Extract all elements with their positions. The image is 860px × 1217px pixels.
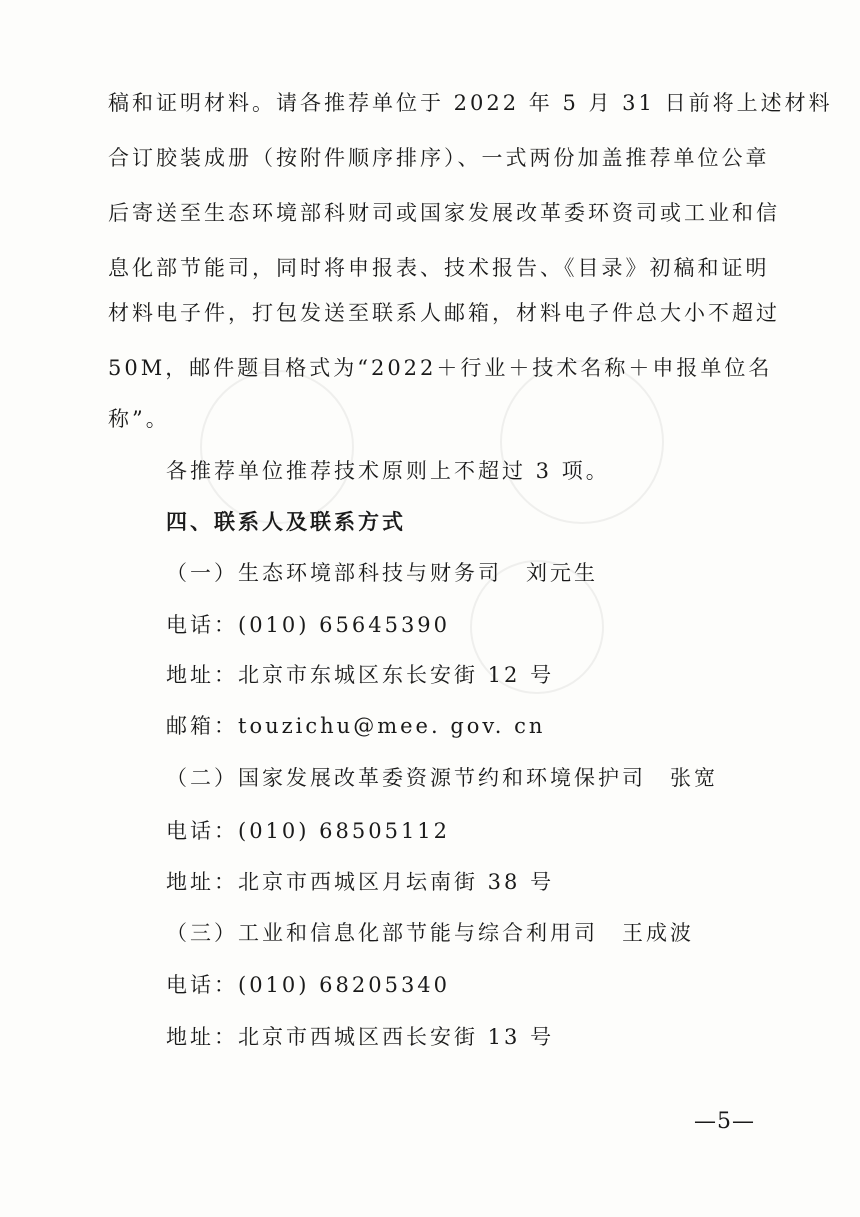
contact-1-phone: 电话：(010) 65645390: [166, 613, 451, 637]
contact-3-address: 地址：北京市西城区西长安街 13 号: [166, 1025, 555, 1049]
contact-2-title: （二）国家发展改革委资源节约和环境保护司 张宽: [166, 766, 718, 790]
contact-2-phone: 电话：(010) 68505112: [166, 819, 451, 843]
page-number: —5—: [694, 1109, 755, 1134]
contact-3-title: （三）工业和信息化部节能与综合利用司 王成波: [166, 921, 694, 945]
seal-ghost-left: [200, 370, 354, 524]
contact-1-title: （一）生态环境部科技与财务司 刘元生: [166, 561, 598, 585]
contact-2-address: 地址：北京市西城区月坛南街 38 号: [166, 870, 555, 894]
contact-1-email: 邮箱：touzichu@mee. gov. cn: [166, 714, 546, 738]
paragraph-1-line-6: 50M，邮件题目格式为“2022＋行业＋技术名称＋申报单位名: [108, 356, 773, 380]
paragraph-1-line-5: 材料电子件，打包发送至联系人邮箱，材料电子件总大小不超过: [108, 301, 780, 325]
paragraph-1-line-3: 后寄送至生态环境部科财司或国家发展改革委环资司或工业和信: [108, 201, 780, 225]
contact-1-address: 地址：北京市东城区东长安街 12 号: [166, 663, 555, 687]
section-heading: 四、联系人及联系方式: [166, 509, 406, 534]
paragraph-2: 各推荐单位推荐技术原则上不超过 3 项。: [166, 459, 610, 483]
seal-ghost-right: [500, 360, 664, 524]
paragraph-1-line-2: 合订胶装成册（按附件顺序排序）、一式两份加盖推荐单位公章: [108, 146, 770, 170]
paragraph-1-line-4: 息化部节能司，同时将申报表、技术报告、《目录》初稿和证明: [108, 256, 770, 280]
paragraph-1-line-7: 称”。: [108, 407, 170, 431]
contact-3-phone: 电话：(010) 68205340: [166, 973, 451, 997]
paragraph-1-line-1: 稿和证明材料。请各推荐单位于 2022 年 5 月 31 日前将上述材料: [108, 91, 833, 115]
